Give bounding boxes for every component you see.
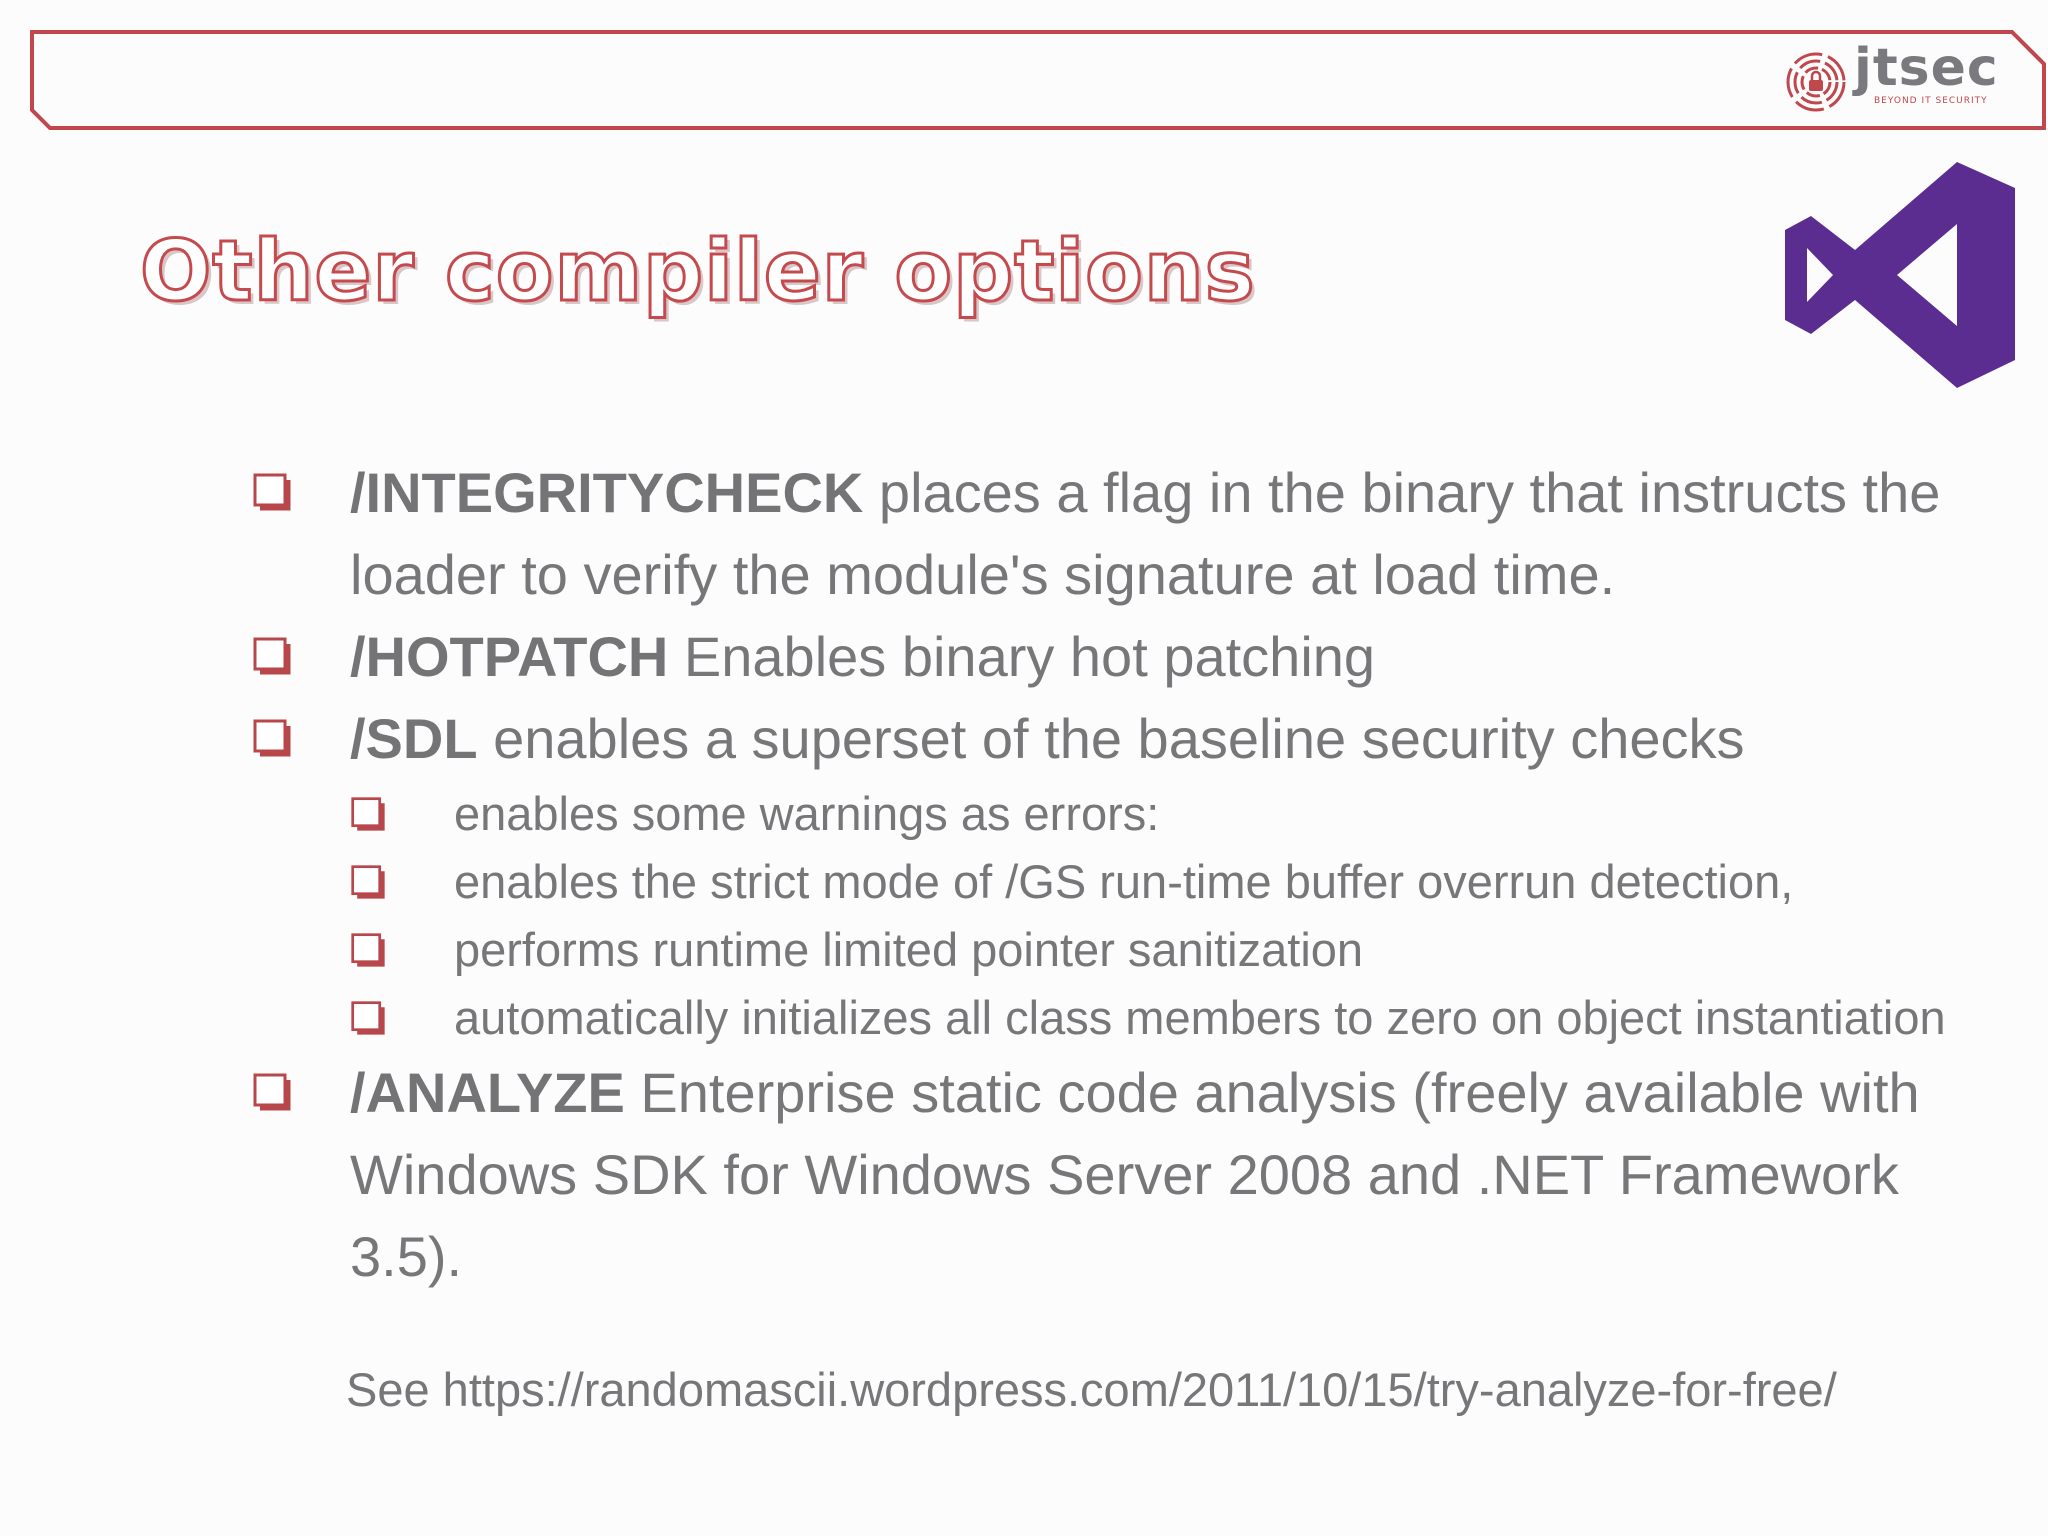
list-item [250, 616, 1990, 698]
checkbox-bullet-icon [350, 932, 386, 968]
sub-item-text: enables the strict mode of /GS run-time buffer overrun detection, [454, 855, 1794, 908]
checkbox-bullet-icon [350, 1000, 386, 1036]
list-item [250, 698, 1990, 780]
jtsec-logo [1782, 38, 1999, 116]
reference-note: See https://randomascii.wordpress.com/2011/10/15/try-analyze-for-free/ [346, 1363, 1837, 1416]
option-keyword: /ANALYZE [350, 1061, 625, 1124]
option-keyword: /INTEGRITYCHECK [350, 461, 864, 524]
sub-item-text: enables some warnings as errors: [454, 787, 1160, 840]
bullet-list [250, 452, 1990, 1298]
sub-list-item [352, 780, 1990, 848]
sub-item-text: automatically initializes all class members to zero on object instantiation [454, 991, 1946, 1044]
logo-wordmark: jtsec [1854, 38, 1999, 98]
option-description: Enables binary hot patching [668, 625, 1376, 688]
option-description: Enterprise static code analysis (freely available with Windows SDK for Windows Server 2008 and .NET Framework 3.5). [350, 1061, 1920, 1288]
option-description: places a flag in the binary that instructs the loader to verify the module's signature at load time. [350, 461, 1941, 606]
checkbox-bullet-icon [252, 472, 292, 512]
sub-list-item [352, 848, 1990, 916]
logo-tagline: BEYOND IT SECURITY [1874, 96, 1988, 106]
header-frame [30, 30, 2046, 130]
visual-studio-logo-icon [1785, 162, 2015, 388]
option-description: enables a superset of the baseline security checks [477, 707, 1745, 770]
list-item [250, 1052, 1990, 1298]
option-keyword: /HOTPATCH [350, 625, 669, 688]
checkbox-bullet-icon [350, 864, 386, 900]
option-keyword: /SDL [350, 707, 478, 770]
sub-list-item [352, 984, 1990, 1052]
fingerprint-lock-icon [1782, 44, 1854, 116]
checkbox-bullet-icon [252, 1072, 292, 1112]
sub-item-text: performs runtime limited pointer sanitization [454, 923, 1364, 976]
slide-title: Other compiler options [140, 222, 1256, 320]
checkbox-bullet-icon [252, 718, 292, 758]
checkbox-bullet-icon [252, 636, 292, 676]
checkbox-bullet-icon [350, 796, 386, 832]
sub-list-item [352, 916, 1990, 984]
list-item [250, 452, 1990, 616]
